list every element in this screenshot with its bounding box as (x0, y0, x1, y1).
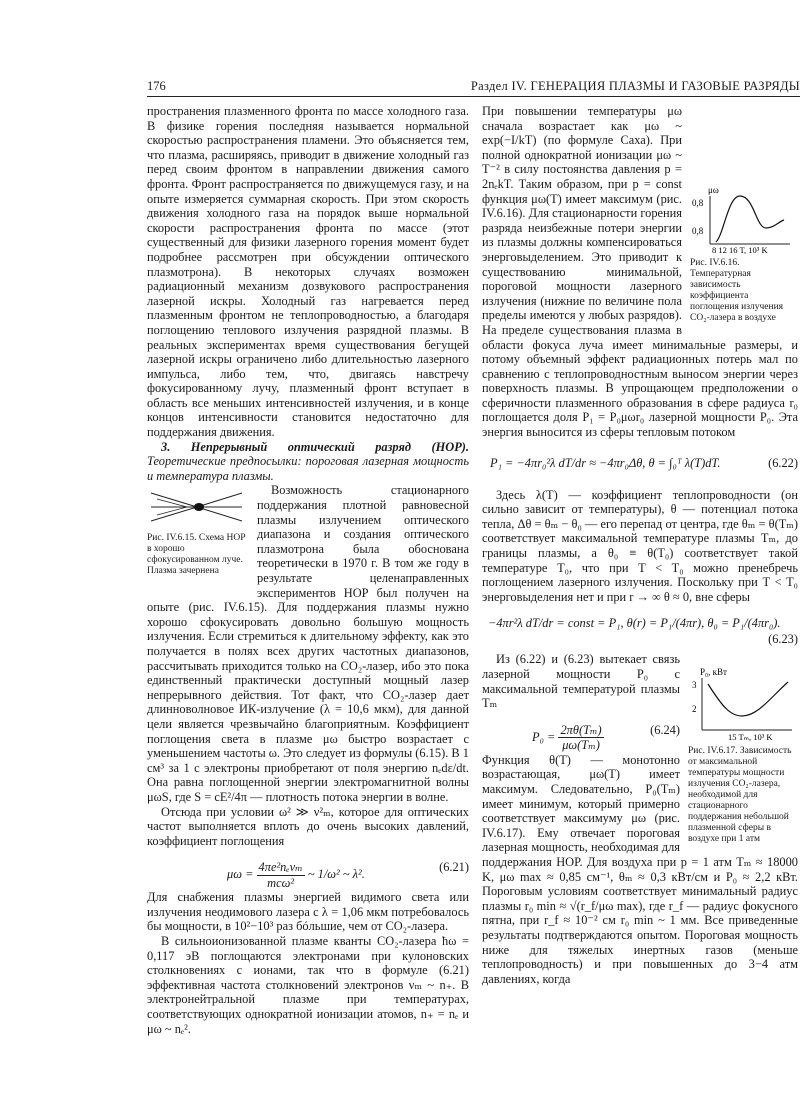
eq621-lhs: μω = (227, 867, 254, 882)
fig16-curve (716, 196, 784, 242)
plasma-blob (194, 503, 204, 511)
header-rule (147, 96, 800, 97)
eq623-text: −4πr²λ dT/dr = const = P₁, θ(r) = P₁/(4πr), θ₀ = P₁/(4πr₀). (488, 616, 781, 631)
eq624-lhs: P₀ = (532, 729, 556, 744)
right-column (482, 104, 798, 986)
fig16-ylabel: μω (708, 185, 719, 195)
figure-15-caption: Рис. IV.6.15. Схема НОР в хорошо сфокусированном луче. Плазма зачернена (147, 533, 246, 577)
eq624-numerator: 2πθ(Tₘ) (560, 722, 602, 737)
eq622-text: P₁ = −4πr₀²λ dT/dr ≈ −4πr₀Δθ, θ = ∫₀ᵀ λ(T)dT. (490, 455, 721, 470)
section-title: 3. Непрерывный оптический разряд (НОР). (161, 439, 469, 454)
section-lead: Теоретические предпосылки: пороговая лазерная мощность и температура плазмы. (147, 454, 469, 483)
figure-iv-6-17 (688, 666, 798, 845)
page-header (147, 79, 800, 97)
running-title: Раздел IV. ГЕНЕРАЦИЯ ПЛАЗМЫ И ГАЗОВЫЕ РАЗРЯДЫ (470, 79, 800, 93)
right-paragraph-4: Функция θ(T) — монотонно возрастающая, μω(T) имеет максимум. Следовательно, P₀(Tₘ) имеет минимум, который примерно соответствует максимуму μω (рис. IV.6.17). Ему отвечает пороговая лазерная мощность, необходимая для поддержания НОР. Для воздуха при p = 1 атм Tₘ ≈ 18000 K, μω max ≈ 0,85 см⁻¹, θₘ ≈ 0,3 кВт/см и P₀ ≈ 2,2 кВт. Пороговым условиям соответствует минимальный радиус плазмы r₀ min ≈ √(r_f/μω max), где r_f — радиус фокусного пятна, при r_f ≈ 10⁻² см r₀ min ~ 1 мм. Все приведенные результаты подтверждаются опытом. Пороговая мощность ниже для тяжелых инертных газов (меньше теплопроводность) и при повышенных до 3−4 атм давлениях, когда (482, 752, 798, 986)
focused-beam-diagram (147, 485, 247, 529)
figure-iv-6-16 (690, 184, 798, 324)
eq624-denominator: μω(Tₘ) (562, 738, 600, 753)
right-paragraph-1: При повышении температуры μω сначала возрастает как μω ~ exp(−I/kT) (по формуле Саха). При полной однократной ионизации μω ~ T⁻² в силу постоянства давления p = 2nₑkT. Таким образом, при p = const функция μω(T) имеет максимум (рис. IV.6.16). Для стационарности горения разряда неизбежные потери энергии из плазмы должны компенсироваться энерговыделением. Это приводит к существованию минимальной, пороговой мощности лазерного излучения (нижние по величине пола пределы имеются у любых разрядов). На пределе существования плазма в области фокуса луча имеет минимальные размеры, и потому объемный эффект радиационных потерь мал по сравнению с теплопроводностным выносом энергии через поверхность плазмы. В упрощающем предположении о сферичности плазменного образования в сфере радиуса r₀ поглощается доля P₁ = P₀μωr₀ лазерной мощности P₀. Эта энергия выносится из сферы тепловым потоком (482, 104, 798, 440)
fig17-ytick-3: 3 (692, 680, 697, 691)
eq624-number: (6.24) (650, 722, 680, 737)
left-paragraph-3: Отсюда при условии ω² ≫ ν²ₘ, которое для оптических частот выполняется вплоть до очень высоких давлений, коэффициент поглощения (147, 804, 469, 848)
left-column (147, 104, 469, 1036)
left-paragraph-4: Для снабжения плазмы энергией видимого света или излучения неодимового лазера с λ = 1,06 мкм потребовалось бы мощности, в 10²−10³ раз бóльшие, чем от CO₂-лазера. (147, 890, 469, 934)
fig16-xticks: 8 12 16 T, 10³ K (712, 245, 768, 254)
eq622-number: (6.22) (768, 455, 798, 470)
mu-vs-t-plot (690, 184, 796, 254)
equation-6-23 (482, 608, 798, 648)
eq621-numerator: 4πe²nₑνₘ (258, 860, 303, 875)
right-paragraph-3: Из (6.22) и (6.23) вытекает связь лазерной мощности P₀ с максимальной температурой плазмы Tₘ (482, 652, 680, 711)
figure-iv-6-15 (147, 485, 249, 593)
right-paragraph-2: Здесь λ(T) — коэффициент теплопроводности (он сильно зависит от температуры), θ — потенциал потока тепла, Δθ = θₘ − θ₀ — его перепад от центра, где θₘ = θ(Tₘ) соответствует максимальной температуре плазмы Tₘ, до границы плазмы, а θ₀ ≡ θ(T₀) соответствует такой температуре T₀, что при T < T₀ можно пренебречь поглощением лазерного излучения. Поскольку при T < T₀ энерговыделения нет и при r → ∞ θ ≈ 0, вне сферы (482, 487, 798, 604)
left-paragraph-2: Возможность стационарного поддержания плотной равновесной плазмы излучением оптического диапазона и создания оптического плазмотрона была обоснована теоретически в 1970 г. В том же году в результате целенаправленных экспериментов НОР был получен на опыте (рис. IV.6.15). Для поддержания плазмы нужно хорошо сфокусировать довольно большую мощность излучения. Если стремиться к длительному эффекту, как это получается в полях всех других частотных диапазонов, рассчитывать приходится только на CO₂-лазер, ибо это пока единственный практически доступный мощный лазер непрерывного действия. Тот факт, что CO₂-лазер дает длинноволновое ИК-излучение (λ = 10,6 мкм), для данной цели является чрезвычайно благоприятным. Коэффициент поглощения света в плазме μω быстро возрастает с уменьшением частоты ω. Это следует из формулы (6.15). В 1 см³ за 1 с электроны приобретают от поля энергию nₑdε/dt. Она равна поглощенной энергии электромагнитной волны μωS, где S = cE²/4π — плотность потока энергии в волне. (147, 483, 469, 804)
eq621-rest: ~ 1/ω² ~ λ². (307, 867, 365, 882)
eq623-number: (6.23) (768, 632, 798, 647)
fig16-ytick-bottom: 0,8 (692, 226, 704, 236)
equation-6-24 (482, 715, 798, 753)
equation-6-22 (482, 444, 798, 484)
section-heading-para (147, 440, 469, 484)
page-number: 176 (147, 79, 166, 93)
fig17-curve (708, 682, 788, 716)
fig17-xticks: 15 Tₘ, 10³ K (728, 732, 773, 743)
fig17-ytick-2: 2 (692, 704, 697, 715)
fig17-ylabel: P₀, кВт (700, 667, 727, 678)
eq621-denominator: mcω² (267, 875, 295, 890)
equation-6-21 (147, 852, 469, 890)
fig16-ytick-top: 0,8 (692, 198, 704, 208)
left-paragraph-5: В сильноионизованной плазме кванты CO₂-лазера ħω = 0,117 эВ поглощаются электронами при кулоновских столкновениях с ионами, так что в формуле (6.21) эффективная частота столкновений электронов νₘ ~ n₊. В электронейтральной плазме при температурах, соответствующих однократной ионизации атомов, n₊ = nₑ и μω ~ nₑ². (147, 934, 469, 1036)
figure-17-caption: Рис. IV.6.17. Зависимость от максимальной температуры мощности излучения CO₂-лазера, необходимой для стационарного поддержания небольшой плазменной сферы в воздухе при 1 атм (688, 746, 792, 844)
left-paragraph-1: пространения плазменного фронта по массе холодного газа. В физике горения последняя называется нормальной скоростью распространения пламени. Это объясняется тем, что плазма, расширяясь, приводит в движение холодный газ перед своим фронтом в направлении движения самого фронта. Фронт распространяется по движущемуся газу, и на опыте измеряется суммарная скорость. При этом скорость движения холодного газа на порядок выше нормальной скорости распространения фронта по массе (этот существенный для физики лазерного горения момент будет подробнее рассмотрен при обсуждении оптического плазмотрона). В некоторых случаях возможен радиационный механизм дозвукового распространения лазерной искры. Холодный газ нагревается перед плазменным фронтом не теплопроводностью, а благодаря поглощению теплового излучения разрядной плазмы. В реальных экспериментах время существования бегущей лазерной искры ограничено либо длительностью лазерного импульса, либо тем, что, двигаясь навстречу фокусированному лучу, плазменный фронт вступает в область все меньших интенсивностей излучения, и в конце концов интенсивности становится недостаточно для поддержания движения. (147, 104, 469, 440)
eq621-number: (6.21) (439, 860, 469, 875)
figure-16-caption: Рис. IV.6.16. Температурная зависимость коэффициента поглощения излучения CO₂-лазера в воздухе (690, 257, 784, 323)
